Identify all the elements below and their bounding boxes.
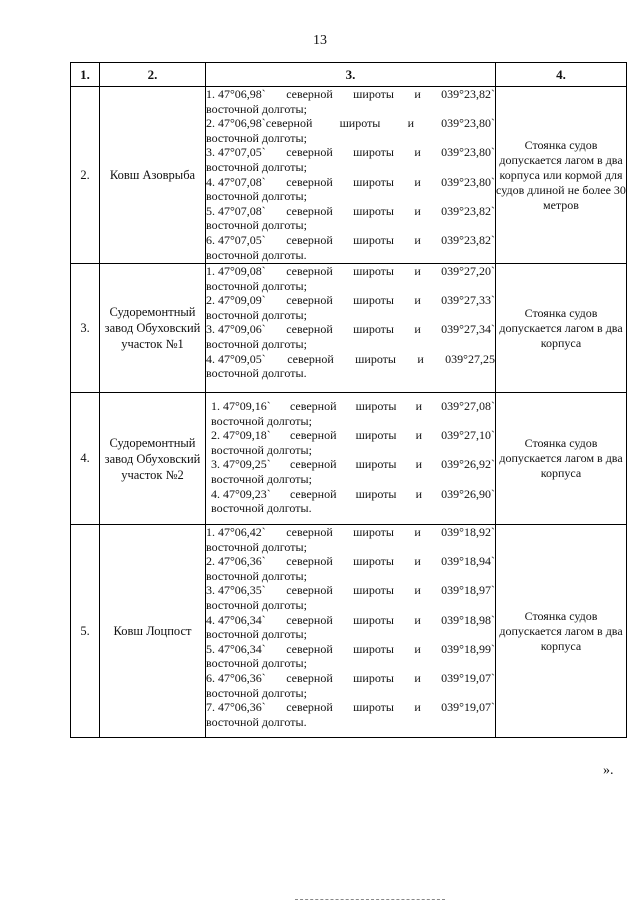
- coordinate-point: 6. 47°06,36` северной широты и 039°19,07` восточной долготы;: [206, 670, 495, 700]
- coordinate-point: 3. 47°06,35` северной широты и 039°18,97` восточной долготы;: [206, 583, 495, 612]
- coordinate-point: 4. 47°06,34` северной широты и 039°18,98` восточной долготы;: [206, 612, 495, 642]
- row-number: 4.: [71, 393, 100, 525]
- coordinates-cell: [206, 87, 496, 264]
- location-name: Ковш Азоврыба: [100, 87, 206, 264]
- coordinate-point: 2. 47°06,98`северной широты и 039°23,80` восточной долготы;: [206, 116, 495, 145]
- coordinate-point: 5. 47°06,34` северной широты и 039°18,99` восточной долготы;: [206, 641, 495, 671]
- coordinate-point: 3. 47°09,25` северной широты и 039°26,92` восточной долготы;: [211, 457, 495, 486]
- mooring-note: Стоянка судов допускается лагом в два корпуса или кормой для судов длиной не более 30 метров: [496, 87, 627, 264]
- coordinate-point: 4. 47°07,08` северной широты и 039°23,80` восточной долготы;: [206, 174, 495, 204]
- location-name: Ковш Лоцпост: [100, 525, 206, 738]
- location-name: Судоремонтный завод Обуховский участок №1: [100, 264, 206, 393]
- table-row: [71, 393, 627, 525]
- coordinates-cell: [206, 264, 496, 393]
- mooring-note: Стоянка судов допускается лагом в два корпуса: [496, 264, 627, 393]
- coordinate-point: 2. 47°09,18` северной широты и 039°27,10` восточной долготы;: [211, 428, 495, 457]
- column-header-1: 1.: [71, 63, 100, 87]
- column-header-3: 3.: [206, 63, 496, 87]
- mooring-note: Стоянка судов допускается лагом в два корпуса: [496, 525, 627, 738]
- coordinate-point: 2. 47°06,36` северной широты и 039°18,94` восточной долготы;: [206, 554, 495, 583]
- row-number: 3.: [71, 264, 100, 393]
- anchorage-table: [70, 62, 627, 738]
- row-number: 5.: [71, 525, 100, 738]
- coordinate-point: 1. 47°06,42` северной широты и 039°18,92` восточной долготы;: [206, 525, 495, 554]
- coordinate-point: 4. 47°09,05` северной широты и 039°27,25 восточной долготы.: [206, 351, 495, 381]
- coordinates-cell: [206, 525, 496, 738]
- page-number: 13: [313, 33, 327, 48]
- column-header-4: 4.: [496, 63, 627, 87]
- row-number: 2.: [71, 87, 100, 264]
- table-header-row: [71, 63, 627, 87]
- coordinate-point: 3. 47°09,06` северной широты и 039°27,34` восточной долготы;: [206, 322, 495, 351]
- coordinate-point: 1. 47°09,16` северной широты и 039°27,08` восточной долготы;: [211, 399, 495, 428]
- scan-edge-divider: [295, 899, 445, 901]
- mooring-note: Стоянка судов допускается лагом в два корпуса: [496, 393, 627, 525]
- coordinate-point: 1. 47°09,08` северной широты и 039°27,20` восточной долготы;: [206, 264, 495, 293]
- table-row: [71, 264, 627, 393]
- location-name: Судоремонтный завод Обуховский участок №2: [100, 393, 206, 525]
- column-header-2: 2.: [100, 63, 206, 87]
- coordinate-point: 3. 47°07,05` северной широты и 039°23,80` восточной долготы;: [206, 145, 495, 174]
- coordinate-point: 1. 47°06,98` северной широты и 039°23,82` восточной долготы;: [206, 87, 495, 116]
- table-row: [71, 525, 627, 738]
- coordinate-point: 4. 47°09,23` северной широты и 039°26,90` восточной долготы.: [211, 486, 495, 516]
- coordinate-point: 5. 47°07,08` северной широты и 039°23,82` восточной долготы;: [206, 203, 495, 233]
- coordinate-point: 7. 47°06,36` северной широты и 039°19,07` восточной долготы.: [206, 700, 495, 729]
- coordinate-point: 6. 47°07,05` северной широты и 039°23,82` восточной долготы.: [206, 232, 495, 262]
- coordinate-point: 2. 47°09,09` северной широты и 039°27,33` восточной долготы;: [206, 293, 495, 322]
- table-row: [71, 87, 627, 264]
- closing-quote-mark: ».: [603, 763, 614, 778]
- coordinates-cell: [206, 393, 496, 525]
